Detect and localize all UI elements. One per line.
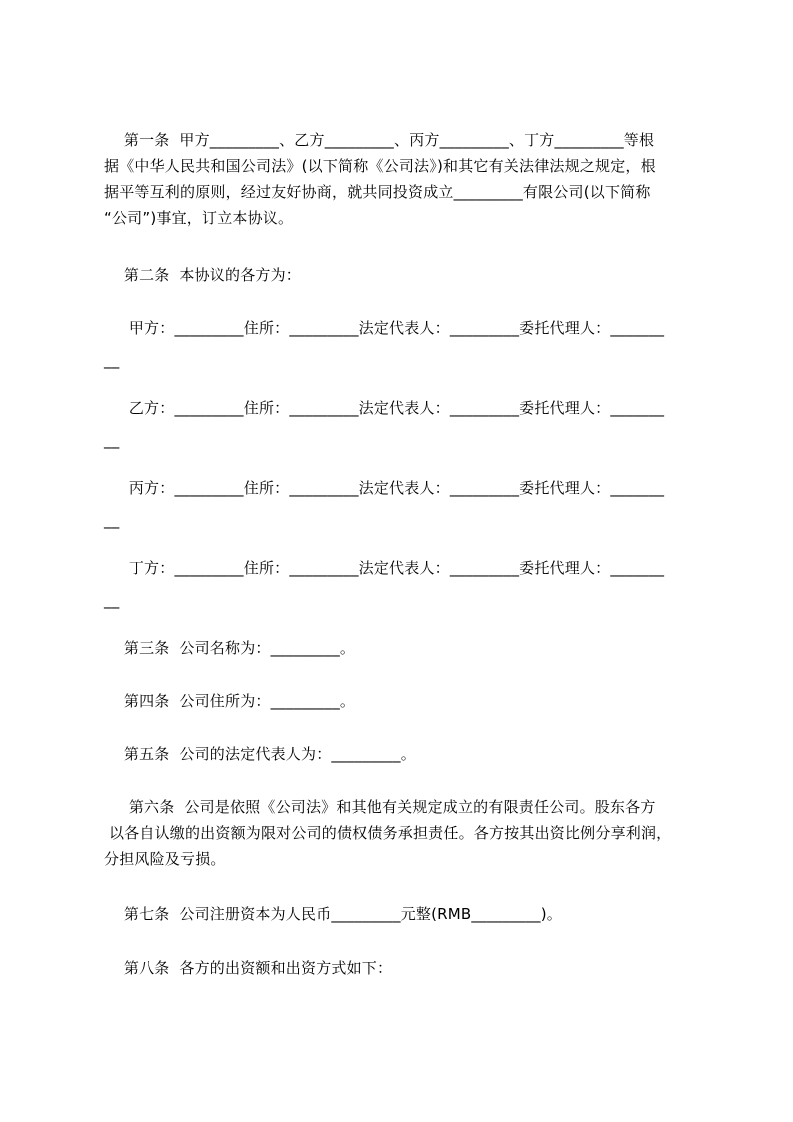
article-2-text: 第二条 本协议的各方为： bbox=[104, 266, 302, 284]
article-6-line-1: 第六条 公司是依照《公司法》和其他有关规定成立的有限责任公司。股东各方 bbox=[104, 798, 656, 816]
party-line: 丙方：_________住所：_________法定代表人：_________委托代理人：_______ bbox=[104, 479, 665, 497]
party-ding bbox=[104, 555, 702, 613]
article-1-line-4: “公司”)事宜，订立本协议。 bbox=[104, 209, 294, 227]
article-1-line-1: 第一条 甲方_________、乙方_________、丙方_________、丁方_________等根 bbox=[104, 131, 655, 149]
party-line: 甲方：_________住所：_________法定代表人：_________委托代理人：_______ bbox=[104, 319, 665, 337]
article-5-text: 第五条 公司的法定代表人为：_________。 bbox=[104, 745, 416, 763]
party-jia bbox=[104, 315, 702, 373]
article-8 bbox=[104, 955, 702, 981]
article-1-line-2: 据《中华人民共和国公司法》(以下简称《公司法》)和其它有关法律法规之规定，根 bbox=[104, 157, 656, 175]
article-2 bbox=[104, 262, 702, 288]
party-line: 乙方：_________住所：_________法定代表人：_________委托代理人：_______ bbox=[104, 399, 665, 417]
article-1 bbox=[104, 127, 702, 231]
article-6 bbox=[104, 794, 702, 872]
article-6-line-2: 以各自认缴的出资额为限对公司的债权债务承担责任。各方按其出资比例分享利润， bbox=[104, 824, 672, 842]
party-bing bbox=[104, 475, 702, 533]
article-5 bbox=[104, 741, 702, 767]
article-4-text: 第四条 公司住所为：_________。 bbox=[104, 692, 356, 710]
party-line-continued: __ bbox=[104, 351, 120, 369]
article-3 bbox=[104, 635, 702, 661]
party-line-continued: __ bbox=[104, 511, 120, 529]
article-6-line-3: 分担风险及亏损。 bbox=[104, 850, 226, 868]
article-1-line-3: 据平等互利的原则，经过友好协商，就共同投资成立_________有限公司(以下简称 bbox=[104, 183, 651, 201]
party-line-continued: __ bbox=[104, 431, 120, 449]
party-line-continued: __ bbox=[104, 591, 120, 609]
party-line: 丁方：_________住所：_________法定代表人：_________委托代理人：_______ bbox=[104, 559, 665, 577]
article-8-text: 第八条 各方的出资额和出资方式如下： bbox=[104, 959, 393, 977]
article-4 bbox=[104, 688, 702, 714]
article-7-text: 第七条 公司注册资本为人民币_________元整(RMB_________)。 bbox=[104, 905, 562, 923]
article-7 bbox=[104, 901, 702, 927]
party-yi bbox=[104, 395, 702, 453]
article-3-text: 第三条 公司名称为：_________。 bbox=[104, 639, 356, 657]
